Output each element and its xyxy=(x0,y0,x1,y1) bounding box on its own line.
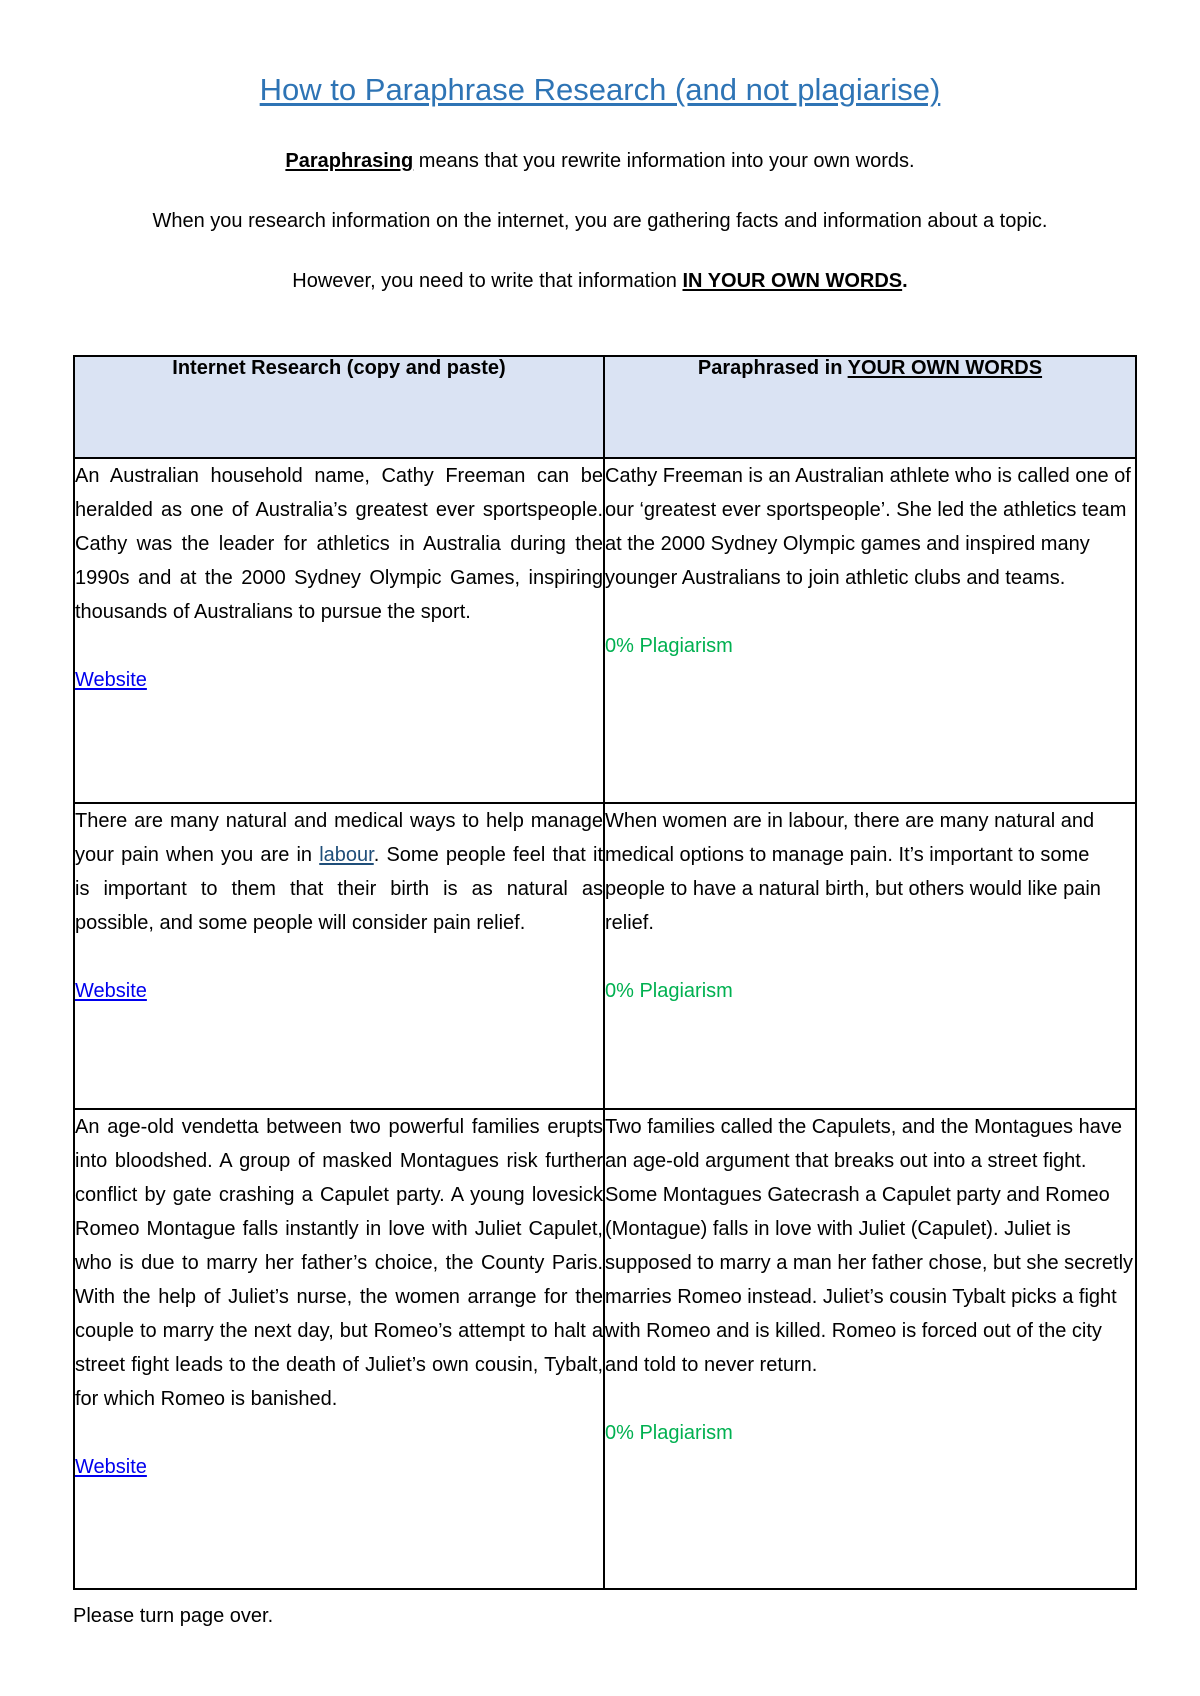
definition-text: means that you rewrite information into your own words. xyxy=(413,150,915,172)
header-right-emphasis: YOUR OWN WORDS xyxy=(847,357,1043,379)
intro-own-words-text xyxy=(0,268,1200,294)
paraphrase-table xyxy=(73,355,1137,1590)
own-words-emphasis: IN YOUR OWN WORDS xyxy=(682,270,903,292)
research-text-lead: There are many natural and medical ways to help manage your pain when you are in xyxy=(75,810,603,866)
research-cell xyxy=(74,458,604,803)
plagiarism-score: 0% Plagiarism xyxy=(605,635,733,657)
labour-link[interactable]: labour xyxy=(319,844,374,866)
own-words-lead: However, you need to write that information xyxy=(292,270,683,292)
table-row xyxy=(74,1109,1136,1589)
research-cell xyxy=(74,803,604,1109)
footer-note: Please turn page over. xyxy=(73,1605,274,1627)
header-paraphrased xyxy=(604,356,1136,458)
paraphrase-text: Two families called the Capulets, and the Montagues have an age-old argument that breaks out into a street fight. Some Montagues Gatecrash a Capulet party and Romeo (Montague) falls in love with Juliet (Capulet). Juliet is supposed to marry a man her father chose, but she secretly marries Romeo instead. Juliet’s cousin Tybalt picks a fight with Romeo and is killed. Romeo is forced out of the city and told to never return. xyxy=(605,1116,1134,1376)
paraphrasing-term: Paraphrasing xyxy=(285,150,414,172)
website-link[interactable]: Website xyxy=(75,980,147,1002)
header-right-label: Paraphrased in xyxy=(697,357,848,379)
page-title: How to Paraphrase Research (and not plagiarise) xyxy=(259,72,941,107)
research-text-rest: . Some people feel that it is important to them that their birth is as natural as possible, and some people will consider pain relief. xyxy=(75,844,604,934)
table-row xyxy=(74,458,1136,803)
website-link[interactable]: Website xyxy=(75,1456,147,1478)
website-link[interactable]: Website xyxy=(75,669,147,691)
table-header-row xyxy=(74,356,1136,458)
table-row xyxy=(74,803,1136,1109)
paraphrase-text: When women are in labour, there are many natural and medical options to manage pain. It’s important to some people to have a natural birth, but others would like pain relief. xyxy=(605,810,1101,934)
paraphrase-cell xyxy=(604,458,1136,803)
research-text: An age-old vendetta between two powerful families erupts into bloodshed. A group of masked Montagues risk further conflict by gate crashing a Capulet party. A young lovesick Romeo Montague falls instantly in love with Juliet Capulet, who is due to marry her father’s choice, the County Paris. With the help of Juliet’s nurse, the women arrange for the couple to marry the next day, but Romeo’s attempt to halt a street fight leads to the death of Juliet’s own cousin, Tybalt, for which Romeo is banished. xyxy=(75,1116,603,1410)
own-words-period: . xyxy=(902,270,908,292)
paraphrase-text: Cathy Freeman is an Australian athlete who is called one of our ‘greatest ever sportspeople’. She led the athletics team at the 2000 Sydney Olympic games and inspired many younger Australians to join athletic clubs and teams. xyxy=(605,465,1131,589)
research-cell xyxy=(74,1109,604,1589)
research-text: An Australian household name, Cathy Freeman can be heralded as one of Australia’s greatest ever sportspeople. Cathy was the leader for athletics in Australia during the 1990s and at the 2000 Sydney Olympic Games, inspiring thousands of Australians to pursue the sport. xyxy=(75,465,603,623)
plagiarism-score: 0% Plagiarism xyxy=(605,980,733,1002)
paraphrase-cell xyxy=(604,803,1136,1109)
intro-paraphrasing-definition xyxy=(0,148,1200,174)
intro-research-text: When you research information on the internet, you are gathering facts and information about a topic. xyxy=(152,210,1048,232)
header-internet-research xyxy=(74,356,604,458)
header-left-label: Internet Research (copy and paste) xyxy=(172,357,506,379)
paraphrase-cell xyxy=(604,1109,1136,1589)
plagiarism-score: 0% Plagiarism xyxy=(605,1422,733,1444)
